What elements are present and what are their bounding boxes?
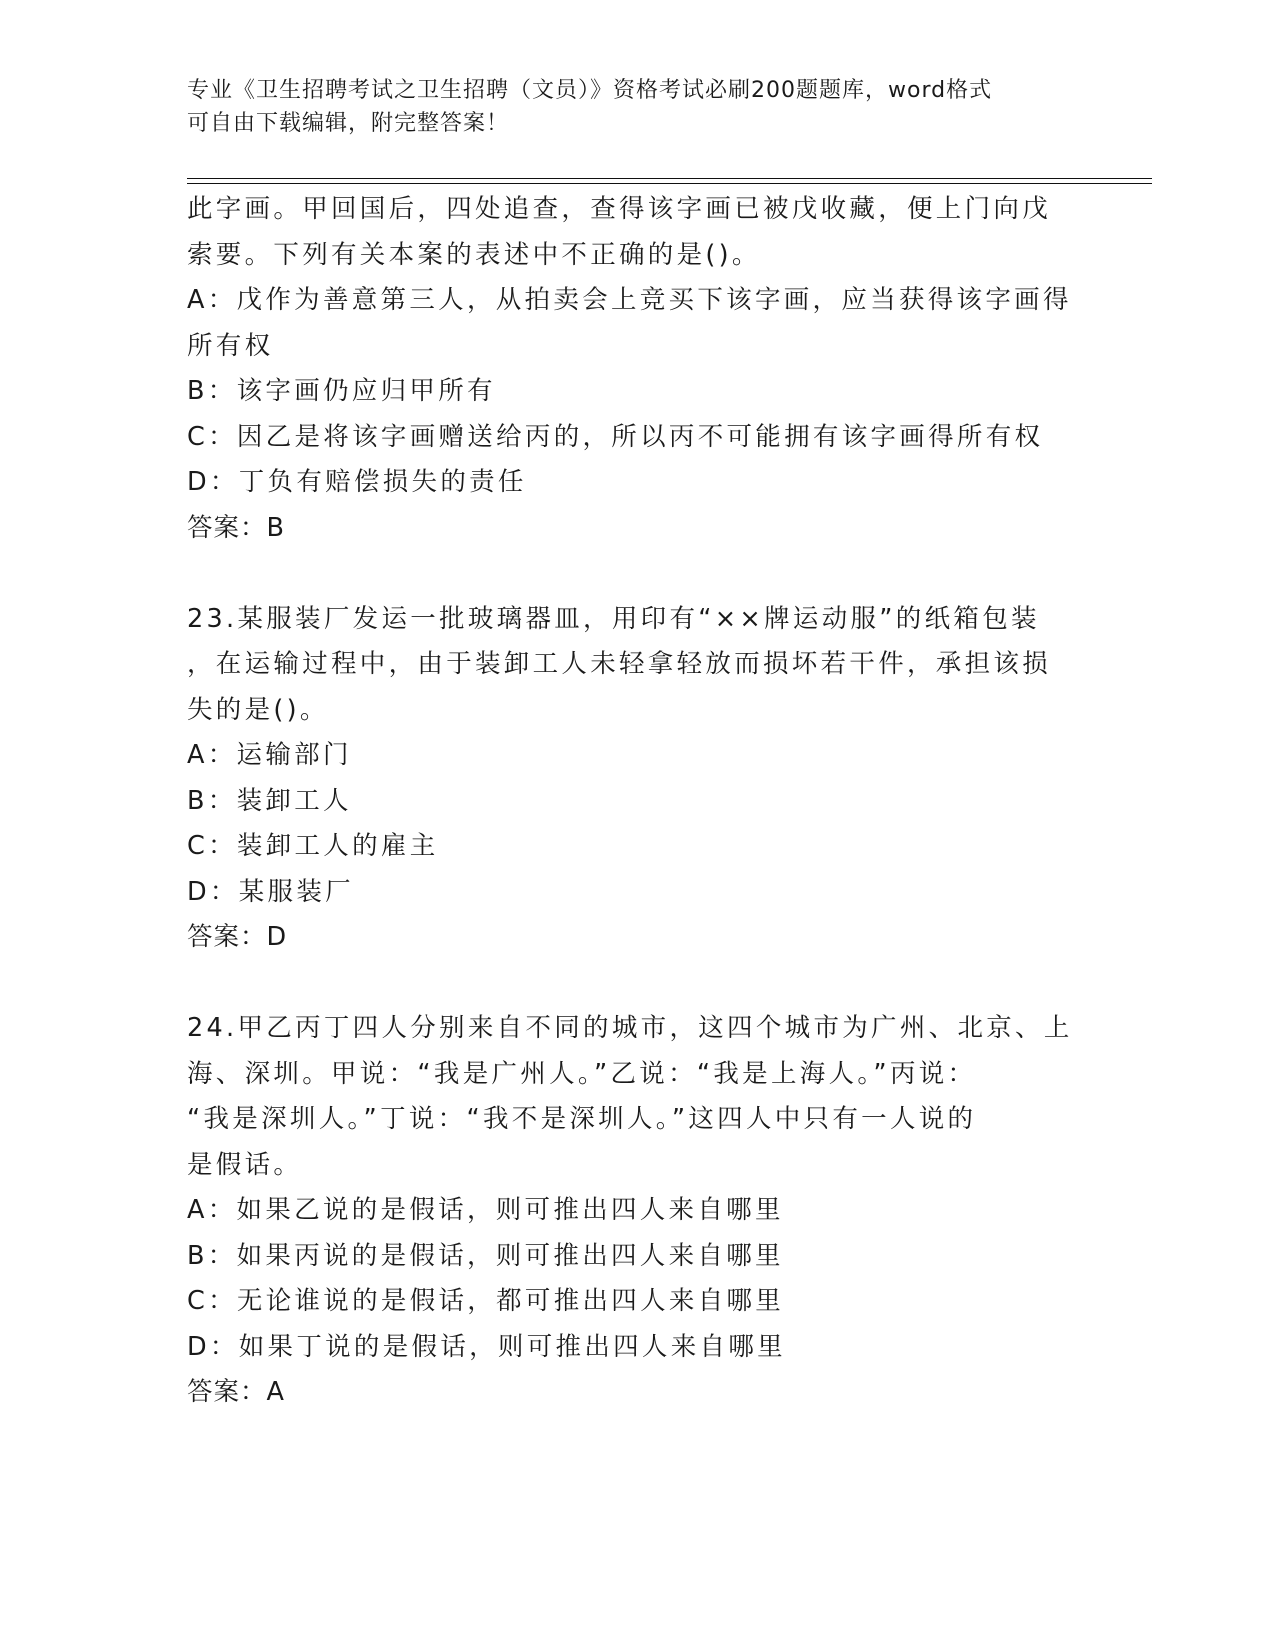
option-c: C：无论谁说的是假话，都可推出四人来自哪里 bbox=[187, 1286, 785, 1316]
question-23 bbox=[187, 597, 1087, 961]
option-b: B：该字画仍应归甲所有 bbox=[187, 376, 496, 406]
question-text-line: 是假话。 bbox=[187, 1149, 303, 1180]
question-text-line: 失的是()。 bbox=[187, 694, 329, 725]
header-line-1: 专业《卫生招聘考试之卫生招聘（文员）》资格考试必刷200题题库，word格式 bbox=[187, 78, 993, 103]
header-divider-bottom bbox=[187, 183, 1152, 184]
option-d: D：某服装厂 bbox=[187, 876, 354, 907]
option-b: B：装卸工人 bbox=[187, 785, 352, 816]
option-b: B：如果丙说的是假话，则可推出四人来自哪里 bbox=[187, 1240, 784, 1271]
question-text-line: 此字画。甲回国后，四处追查，查得该字画已被戊收藏，便上门向戊 bbox=[187, 194, 1052, 224]
question-text-line: 24.甲乙丙丁四人分别来自不同的城市，这四个城市为广州、北京、上 bbox=[187, 1013, 1073, 1043]
option-d: D：丁负有赔偿损失的责任 bbox=[187, 467, 527, 497]
option-a-continued: 所有权 bbox=[187, 330, 274, 361]
answer: 答案：D bbox=[187, 922, 288, 952]
question-text-line: “我是深圳人。”丁说：“我不是深圳人。”这四人中只有一人说的 bbox=[187, 1104, 977, 1134]
question-text-line: 索要。下列有关本案的表述中不正确的是()。 bbox=[187, 239, 761, 270]
answer: 答案：A bbox=[187, 1377, 285, 1407]
option-a: A：如果乙说的是假话，则可推出四人来自哪里 bbox=[187, 1195, 784, 1225]
question-text-line: ，在运输过程中，由于装卸工人未轻拿轻放而损坏若干件，承担该损 bbox=[187, 649, 1052, 679]
question-continued bbox=[187, 187, 1087, 551]
answer: 答案：B bbox=[187, 512, 285, 543]
option-d: D：如果丁说的是假话，则可推出四人来自哪里 bbox=[187, 1331, 786, 1362]
option-c: C：装卸工人的雇主 bbox=[187, 831, 439, 861]
option-a: A：运输部门 bbox=[187, 740, 352, 770]
header-line-2: 可自由下载编辑，附完整答案！ bbox=[187, 111, 510, 136]
question-text-line: 23.某服装厂发运一批玻璃器皿，用印有“××牌运动服”的纸箱包装 bbox=[187, 603, 1040, 634]
document-header bbox=[187, 74, 1087, 140]
option-a: A：戊作为善意第三人，从拍卖会上竞买下该字画，应当获得该字画得 bbox=[187, 285, 1072, 315]
spacer bbox=[187, 551, 1087, 597]
question-24 bbox=[187, 1006, 1087, 1416]
spacer bbox=[187, 961, 1087, 1007]
document-body bbox=[187, 187, 1087, 1416]
question-text-line: 海、深圳。甲说：“我是广州人。”乙说：“我是上海人。”丙说： bbox=[187, 1058, 977, 1089]
header-divider-top bbox=[187, 178, 1152, 179]
option-c: C：因乙是将该字画赠送给丙的，所以丙不可能拥有该字画得所有权 bbox=[187, 421, 1044, 452]
